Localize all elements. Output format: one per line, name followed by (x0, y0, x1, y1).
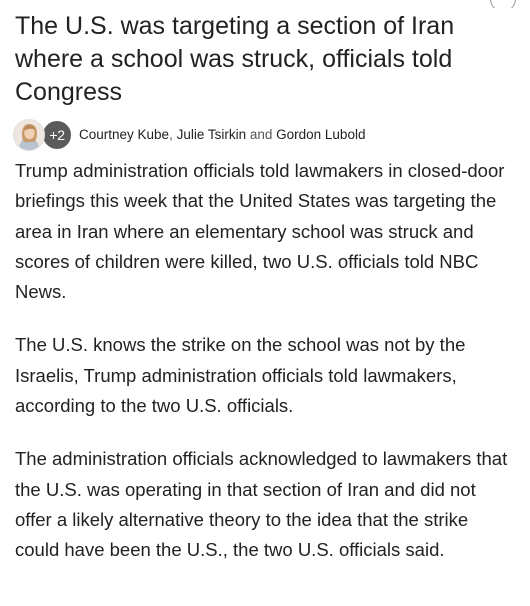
body-paragraph-3: The administration officials acknowledged to lawmakers that the U.S. was operating in that section of Iran and did not offer a likely alternative theory to the idea that the strike could have been the U.S., the two U.S. officials said. (15, 448, 508, 561)
top-cropped-bar (0, 0, 530, 8)
author-link-1[interactable]: Courtney Kube (79, 127, 170, 142)
body-paragraph-1: Trump administration officials told lawmakers in closed-door briefings this week that the United States was targeting the area in Iran where an elementary school was struck and scores of children were killed, two U.S. officials told NBC News. (15, 160, 505, 303)
byline-authors (79, 127, 365, 142)
author-link-2[interactable]: Julie Tsirkin (176, 127, 247, 142)
article-headline: The U.S. was targeting a section of Iran where a school was struck, officials told Congress (15, 12, 455, 106)
author-avatar[interactable] (13, 119, 45, 151)
byline (13, 119, 365, 150)
corner-circle-button[interactable] (490, 0, 516, 8)
byline-and: and (246, 127, 277, 142)
author-link-3[interactable]: Gordon Lubold (276, 127, 366, 142)
byline-comma: , (169, 127, 177, 142)
article-body (15, 156, 515, 589)
more-authors-badge[interactable]: +2 (41, 119, 73, 151)
body-paragraph-2: The U.S. knows the strike on the school was not by the Israelis, Trump administration officials told lawmakers, according to the two U.S. officials. (15, 334, 466, 417)
author-photo-icon (14, 120, 44, 150)
